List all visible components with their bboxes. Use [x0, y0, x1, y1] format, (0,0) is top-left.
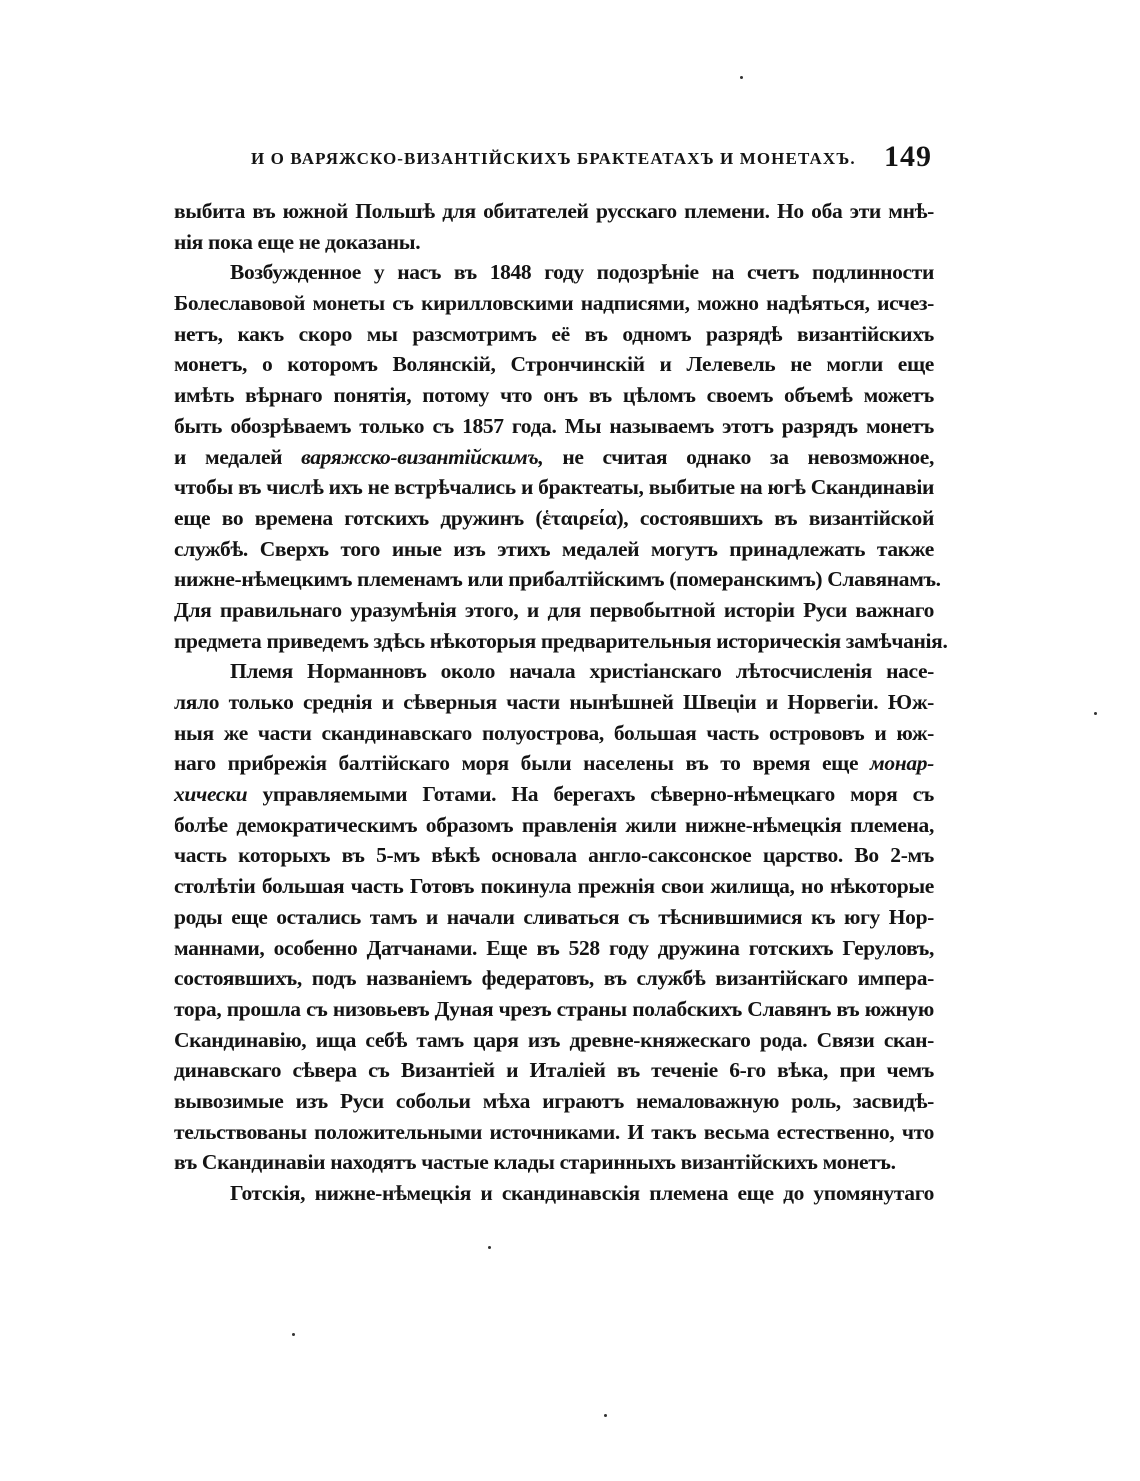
text-line — [174, 994, 934, 1025]
text-line — [174, 810, 934, 841]
text-run: нетъ, какъ скоро мы разсмотримъ её въ одномъ разрядѣ византійскихъ — [174, 321, 934, 346]
text-run: Возбужденное у насъ въ 1848 году подозрѣніе на счетъ подлинности — [230, 260, 934, 285]
text-run: столѣтіи большая часть Готовъ покинула прежнія свои жилища, но нѣкоторые — [174, 874, 934, 899]
text-line — [174, 411, 934, 442]
text-line — [174, 534, 934, 565]
text-run: имѣть вѣрнаго понятія, потому что онъ въ цѣломъ своемъ объемѣ можетъ — [174, 383, 934, 408]
text-run: и медалей — [174, 444, 283, 469]
text-run: вывозимые изъ Руси собольи мѣха играютъ немаловажную роль, засвидѣ- — [174, 1088, 934, 1113]
text-run: ныя же части скандинавскаго полуострова, большая часть острововъ и юж- — [174, 720, 934, 745]
text-line — [174, 871, 934, 902]
text-run: Для правильнаго уразумѣнія этого, и для первобытной исторіи Руси важнаго — [174, 597, 934, 622]
text-line — [174, 718, 934, 749]
running-head — [174, 140, 934, 176]
text-run: Скандинавію, ища себѣ тамъ царя изъ древне-княжескаго рода. Связи скан- — [174, 1027, 934, 1052]
text-line — [174, 227, 934, 258]
text-line — [174, 288, 934, 319]
scan-speck — [488, 1246, 491, 1249]
text-line — [174, 1117, 934, 1148]
text-run: чтобы въ числѣ ихъ не встрѣчались и брактеаты, выбитые на югѣ Скандинавіи — [174, 475, 934, 500]
text-line — [174, 748, 934, 779]
text-line — [174, 656, 934, 687]
text-line — [174, 1025, 934, 1056]
text-line — [174, 1055, 934, 1086]
text-run: нія пока еще не доказаны. — [174, 229, 421, 254]
text-line — [174, 933, 934, 964]
text-line — [174, 380, 934, 411]
text-line — [174, 472, 934, 503]
text-run: Болеславовой монеты съ кирилловскими надписями, можно надѣяться, исчез- — [174, 291, 934, 316]
page-number: 149 — [884, 140, 932, 173]
text-run: Готскія, нижне-нѣмецкія и скандинавскія племена еще до упомянутаго — [230, 1181, 934, 1205]
text-run: состоявшихъ, подъ названіемъ федератовъ, въ службѣ византійскаго импера- — [174, 966, 934, 991]
body-text — [174, 196, 948, 1209]
text-line — [174, 1086, 934, 1117]
text-line — [174, 902, 934, 933]
text-run: еще во времена готскихъ дружинъ (ἑταιρεία), состоявшихъ въ византійской — [174, 505, 934, 530]
scan-speck — [1094, 712, 1097, 715]
text-line — [174, 319, 934, 350]
text-run: роды еще остались тамъ и начали сливаться съ тѣснившимися къ югу Нор- — [174, 904, 934, 929]
text-run: выбита въ южной Польшѣ для обитателей русскаго племени. Но оба эти мнѣ- — [174, 199, 934, 223]
text-line — [174, 840, 934, 871]
text-line — [174, 442, 934, 473]
text-run: Племя Норманновъ около начала христіанскаго лѣтосчисленія насе- — [230, 659, 934, 684]
text-run: наго прибрежія балтійскаго моря были населены въ то время еще — [174, 751, 859, 776]
italic-run: монар- — [870, 751, 934, 776]
text-run: управляемыми Готами. На берегахъ сѣверно-нѣмецкаго моря съ — [262, 782, 934, 807]
scan-speck — [740, 76, 743, 79]
text-line — [174, 687, 934, 718]
scan-speck — [604, 1414, 607, 1417]
italic-run: варяжско-византійскимъ, — [301, 444, 544, 469]
text-run: тора, прошла съ низовьевъ Дуная чрезъ страны полабскихъ Славянъ въ южную — [174, 996, 934, 1021]
text-run: быть обозрѣваемъ только съ 1857 года. Мы называемъ этотъ разрядъ монетъ — [174, 413, 934, 438]
text-line — [174, 626, 948, 657]
text-line — [174, 779, 934, 810]
text-line — [174, 564, 941, 595]
text-run: маннами, особенно Датчанами. Еще въ 528 году дружина готскихъ Геруловъ, — [174, 935, 934, 960]
text-line — [174, 595, 934, 626]
text-line — [174, 963, 934, 994]
text-line — [174, 257, 934, 288]
text-run: въ Скандинавіи находятъ частые клады старинныхъ византійскихъ монетъ. — [174, 1150, 896, 1175]
italic-run: хически — [174, 782, 248, 807]
text-run: монетъ, о которомъ Волянскій, Стрончинскій и Лелевель не могли еще — [174, 352, 934, 377]
running-title: И О ВАРЯЖСКО-ВИЗАНТІЙСКИХЪ БРАКТЕАТАХЪ И МОНЕТАХЪ. — [251, 149, 856, 168]
text-run: часть которыхъ въ 5-мъ вѣкѣ основала англо-саксонское царство. Во 2-мъ — [174, 843, 934, 868]
text-run: тельствованы положительными источниками. И такъ весьма естественно, что — [174, 1119, 934, 1144]
text-run: динавскаго сѣвера съ Византіей и Италіей въ теченіе 6-го вѣка, при чемъ — [174, 1058, 934, 1083]
text-run: предмета приведемъ здѣсь нѣкоторыя предварительныя историческія замѣчанія. — [174, 628, 948, 653]
text-line — [174, 503, 934, 534]
text-line — [174, 196, 934, 227]
text-run: ляло только среднія и сѣверныя части нынѣшней Швеціи и Норвегіи. Юж- — [174, 690, 934, 714]
text-run: нижне-нѣмецкимъ племенамъ или прибалтійскимъ (померанскимъ) Славянамъ. — [174, 567, 941, 592]
text-run: службѣ. Сверхъ того иные изъ этихъ медалей могутъ принадлежать также — [174, 536, 934, 561]
text-line — [174, 1147, 934, 1178]
text-line — [174, 1178, 934, 1209]
text-run: болѣе демократическимъ образомъ правленія жили нижне-нѣмецкія племена, — [174, 812, 934, 837]
scan-speck — [292, 1333, 295, 1336]
text-run: не считая однако за невозможное, — [562, 444, 934, 469]
text-line — [174, 349, 934, 380]
